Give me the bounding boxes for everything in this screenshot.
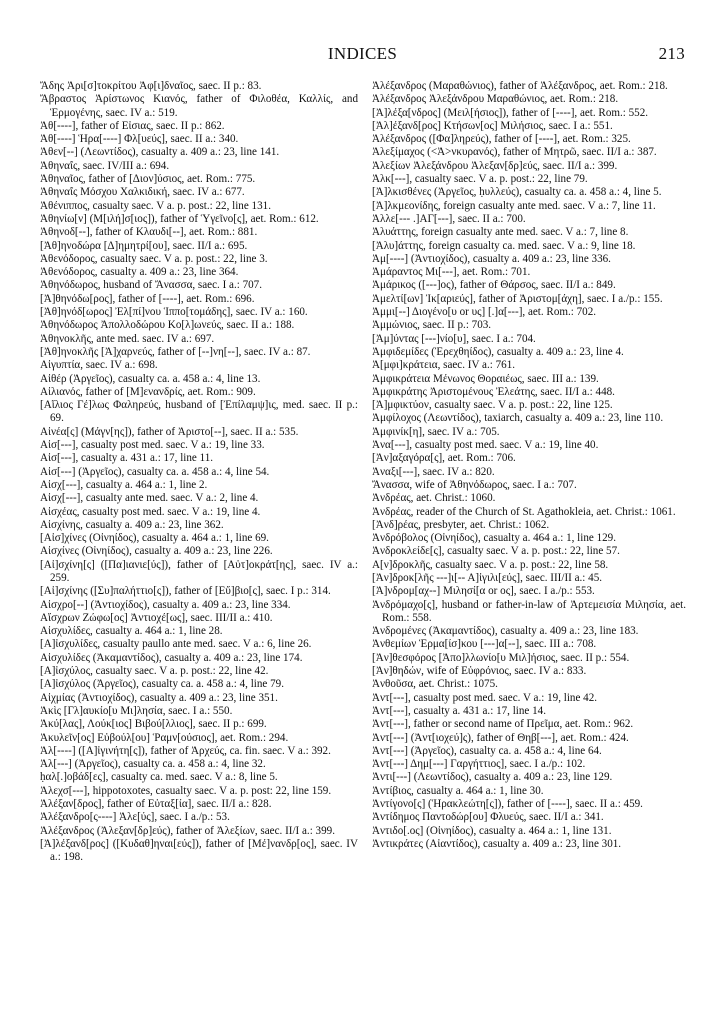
index-entry: Ἀθηνόδωρος Ἀπολλοδώρου Κο[λ]ωνεύς, saec. II a.: 188. bbox=[40, 319, 295, 332]
index-entry: Ἀλεχσ[---], hippotoxotes, casualty saec. V a. p. post: 22, line 159. bbox=[40, 784, 332, 797]
index-entry: Ἀλέξανδρο[ς----] Ἀλε[ύς], saec. I a./p.: 53. bbox=[40, 811, 230, 824]
index-entry: [Α]ἰσχύλος, casualty saec. V a. p. post.: 22, line 42. bbox=[40, 665, 269, 678]
index-entry: Ἀμφικράτης Ἀριστομένους Ἐλεάτης, saec. II/I a.: 448. bbox=[372, 385, 615, 398]
index-entry: [Α]ἰσχυλίδες, casualty paullo ante med. saec. V a.: 6, line 26. bbox=[40, 638, 312, 651]
index-entry: Ἀλ[----] ([Α]ἰγινήτη[ς]), father of Ἀρχεύς, ca. fin. saec. V a.: 392. bbox=[40, 744, 331, 757]
index-entry: [Αἰ]σχίνης ([Συ]παλήττιο[ς]), father of [Εὔ]βιο[ς], saec. I p.: 314. bbox=[40, 585, 331, 598]
page-header bbox=[0, 44, 725, 66]
index-entry: Ἀλλε[--- .]ΑΓ[---], saec. II a.: 700. bbox=[372, 212, 526, 225]
index-entry: Ἀνθεμίων Ἑρμα[ίσ]κου [---]α[--], saec. III a.: 708. bbox=[372, 638, 597, 651]
index-entry: Ἀθηναΐς Μόσχου Χαλκιδική, saec. IV a.: 677. bbox=[40, 186, 245, 199]
left-index-column bbox=[40, 80, 358, 865]
index-entry: Αἰσχ[---], casualty ante med. saec. V a.: 2, line 4. bbox=[40, 492, 259, 505]
index-entry: Ἄνασσα, wife of Ἀθηνόδωρος, saec. I a.: 707. bbox=[372, 478, 577, 491]
index-entry: [Αἰ]σχίνη[ς] ([Πα]ιανιε[ύς]), father of [Αὐτ]οκράτ[ης], saec. IV a.: 259. bbox=[40, 558, 358, 584]
index-entry: Αἰλιανός, father of [Μ]ενανδρίς, aet. Rom.: 909. bbox=[40, 385, 256, 398]
index-entry: Αἰσ[---] (Ἀργεῖος), casualty ca. a. 458 a.: 4, line 54. bbox=[40, 465, 270, 478]
index-entry: Ἀθένιππος, casualty saec. V a. p. post.: 22, line 131. bbox=[40, 199, 271, 212]
index-entry: Ἀλεξίμαχος (<Ἀ>νκυρανός), father of Μητρῶ, saec. II/I a.: 387. bbox=[372, 146, 657, 159]
index-entry: Ἀλεξίων Ἀλεξάνδρου Ἀλεξαν[δρ]εύς, saec. II/I a.: 399. bbox=[372, 159, 618, 172]
index-entry: Ἀντ[---], casualty post med. saec. V a.: 19, line 42. bbox=[372, 691, 598, 704]
index-entry: [Ἀ]λκμεονίδης, foreign casualty ante med. saec. V a.: 7, line 11. bbox=[372, 199, 656, 212]
index-entry: Αἰσχέας, casualty post med. saec. V a.: 19, line 4. bbox=[40, 505, 261, 518]
index-entry: Αἰθέρ (Ἀργεῖος), casualty ca. a. 458 a.: 4, line 13. bbox=[40, 372, 261, 385]
index-entry: Ἀντι[---] (Λεωντίδος), casualty a. 409 a.: 23, line 129. bbox=[372, 771, 613, 784]
index-entry: Ἀλυάττης, foreign casualty ante med. saec. V a.: 7, line 8. bbox=[372, 226, 629, 239]
index-entry: Ἀθηνίω[ν] (Μ[ιλή]σ[ιος]), father of Ὑγεῖνο[ς], aet. Rom.: 612. bbox=[40, 212, 319, 225]
index-entry: Αἰνέα[ς] (Μάγν[ης]), father of Ἀριστο[--], saec. II a.: 535. bbox=[40, 425, 299, 438]
index-entry: Ἀντ[---] Δημ[---] Γαργήττιος], saec. I a./p.: 102. bbox=[372, 758, 586, 771]
index-entry: Ἀμφιδεμίδες (Ἐρεχθηίδος), casualty a. 409 a.: 23, line 4. bbox=[372, 345, 624, 358]
index-entry: [Ἀ]λέξα[νδρος] (Μειλ[ήσιος]), father of [----], aet. Rom.: 552. bbox=[372, 106, 649, 119]
index-entry: Ἀμμι[--] Διογένο[υ or υς] [.]α[---], aet. Rom.: 702. bbox=[372, 306, 597, 319]
index-entry: Ἀθενόδορος, casualty a. 409 a.: 23, line 364. bbox=[40, 266, 239, 279]
index-entry: Ἀμφικράτεια Μένωνος Θοραιέως, saec. III a.: 139. bbox=[372, 372, 599, 385]
index-entry: Αἰσχρο[--] (Ἀντιοχίδος), casualty a. 409 a.: 23, line 334. bbox=[40, 598, 291, 611]
index-entry: Ἀμμώνιος, saec. II p.: 703. bbox=[372, 319, 492, 332]
index-entry: [Α]ἰσχύλος (Ἀργεῖος), casualty ca. a. 458 a.: 4, line 79. bbox=[40, 678, 284, 691]
index-entry: Αἰσχυλίδες, casualty a. 464 a.: 1, line 28. bbox=[40, 625, 223, 638]
index-entry: Α[ν]δροκλῆς, casualty saec. V a. p. post.: 22, line 58. bbox=[372, 558, 609, 571]
index-entry: Αἰγυπτία, saec. IV a.: 698. bbox=[40, 359, 158, 372]
index-entry: Ἀνδρόμαχο[ς], husband or father-in-law of Ἀρτεμεισία Μιλησία, aet. Rom.: 558. bbox=[372, 598, 686, 624]
index-entry: Αἰσχυλίδες (Ἀκαμαντίδος), casualty a. 409 a.: 23, line 174. bbox=[40, 651, 303, 664]
index-entry: Ἀθ[----] Ἡρα[----] Φλ[υεύς], saec. II a.: 340. bbox=[40, 133, 239, 146]
index-entry: Ἀντίγονο[ς] (Ἡρακλεώτη[ς]), father of [----], saec. II a.: 459. bbox=[372, 798, 643, 811]
index-entry: [Αἴλιος Γέ]λως Φαληρεύς, husband of [Ἐπίλαμψ]ις, med. saec. II p.: 69. bbox=[40, 399, 358, 425]
index-entry: [Ἀ]θηνόδω[ρος], father of [----], aet. Rom.: 696. bbox=[40, 292, 255, 305]
index-entry: Ἀνθοῦσα, aet. Christ.: 1075. bbox=[372, 678, 498, 691]
index-entry: Ἀλέξαν[δρος], father of Εὐταξ[ία], saec. II/I a.: 828. bbox=[40, 798, 272, 811]
index-entry: Ἀκύ[λας], Λούκ[ιος] Βιβού[λλιος], saec. II p.: 699. bbox=[40, 718, 267, 731]
index-entry: Ἀθηναΐς, saec. IV/III a.: 694. bbox=[40, 159, 170, 172]
index-entry: Αἰχμίας (Ἀντιοχίδος), casualty a. 409 a.: 23, line 351. bbox=[40, 691, 278, 704]
index-entry: [Ἀθ]ηνοκλῆς [Ἀ]χαρνεύς, father of [--]νη[--], saec. IV a.: 87. bbox=[40, 345, 311, 358]
index-entry: Αἰσ[---], casualty a. 431 a.: 17, line 11. bbox=[40, 452, 214, 465]
index-entry: [Ἀν]δροκ[λῆς ---]ι[-- Α]ἰγιλι[εύς], saec. III/II a.: 45. bbox=[372, 571, 603, 584]
index-entry: Ἀνα[---], casualty post med. saec. V a.: 19, line 40. bbox=[372, 439, 599, 452]
index-entry: Ἀθηνοδ[--], father of Κλαυδι[--], aet. Rom.: 881. bbox=[40, 226, 258, 239]
index-entry: Ἀμφινίκ[η], saec. IV a.: 705. bbox=[372, 425, 500, 438]
index-entry: Αἰσ[---], casualty post med. saec. V a.: 19, line 33. bbox=[40, 439, 265, 452]
index-entry: Ἀκὶς [Γλ]αυκίο[υ Μι]λησία, saec. I a.: 550. bbox=[40, 704, 233, 717]
index-entry: Ἀνδρομένες (Ἀκαμαντίδος), casualty a. 409 a.: 23, line 183. bbox=[372, 625, 639, 638]
index-entry: [Ἀλ]έξανδ[ρος] Κτήσων[ος] Μιλήσιος, saec. I a.: 551. bbox=[372, 119, 613, 132]
index-entry: Ἀντικράτες (Αἰαντίδος), casualty a. 409 a.: 23, line 301. bbox=[372, 837, 622, 850]
index-entry: Ἀντ[---], casualty a. 431 a.: 17, line 14. bbox=[372, 704, 546, 717]
index-entry: Ἀθενόδορος, casualty saec. V a. p. post.: 22, line 3. bbox=[40, 252, 268, 265]
index-entry: Ἀμελτί[ων] Ἰκ[αριεύς], father of Ἀριστομ[άχη], saec. I a./p.: 155. bbox=[372, 292, 663, 305]
running-title: INDICES bbox=[327, 44, 398, 63]
index-entry: Ἀθηναῖος, father of [Διον]ύσιος, aet. Rom.: 775. bbox=[40, 173, 256, 186]
index-entry: Ἀνδροκλείδε[ς], casualty saec. V a. p. post.: 22, line 57. bbox=[372, 545, 620, 558]
index-entry: Αἴσχρων Ζώφω[ος] Ἀντιοχέ[ως], saec. III/II a.: 410. bbox=[40, 611, 273, 624]
index-entry: Ἀλκ[---], casualty saec. V a. p. post.: 22, line 79. bbox=[372, 173, 588, 186]
index-entry: [Ἀνδ]ρέας, presbyter, aet. Christ.: 1062. bbox=[372, 518, 550, 531]
index-entry: Ἀθηνόδωρος, husband of Ἄνασσα, saec. I a.: 707. bbox=[40, 279, 262, 292]
index-entry: Ἀμάραντος Μι[---], aet. Rom.: 701. bbox=[372, 266, 531, 279]
index-entry: [Ἀθ]ηνόδ[ωρος] Ἐλ[πί]νου Ἱππο[τομάδης], saec. IV a.: 160. bbox=[40, 306, 308, 319]
index-entry: Ἀμ[----] (Ἀντιοχίδος), casualty a. 409 a.: 23, line 336. bbox=[372, 252, 611, 265]
index-entry: Ἀντίβιος, casualty a. 464 a.: 1, line 30. bbox=[372, 784, 544, 797]
index-entry: Ἀλ[---] (Ἀργεῖος), casualty ca. a. 458 a.: 4, line 32. bbox=[40, 758, 266, 771]
index-entry: [Αἰσ]χίνες (Οἰνηίδος), casualty a. 464 a.: 1, line 69. bbox=[40, 532, 269, 545]
index-entry: Ἀθ[----], father of Εἰσιας, saec. II p.: 862. bbox=[40, 119, 225, 132]
index-entry: Ἀνδρόβολος (Οἰνηίδος), casualty a. 464 a.: 1, line 129. bbox=[372, 532, 616, 545]
index-entry: [Ἀν]θεσφόρος [Ἀπο]λλωνίο[υ Μιλ]ήσιος, saec. II p.: 554. bbox=[372, 651, 630, 664]
index-entry: Ἀλέξανδρος ([Φα]ληρεύς), father of [----], aet. Rom.: 325. bbox=[372, 133, 631, 146]
index-entry: Ἀμάρικος ([---]ος), father of Θάρσος, saec. II/I a.: 849. bbox=[372, 279, 616, 292]
index-entry: [Ἀ]λκισθένες (Ἀργεῖος, ḥυλλεύς), casualty ca. a. 458 a.: 4, line 5. bbox=[372, 186, 662, 199]
index-entry: Ἀναξι[---], saec. IV a.: 820. bbox=[372, 465, 495, 478]
index-entry: [Ἀλυ]άττης, foreign casualty ca. med. saec. V a.: 9, line 18. bbox=[372, 239, 636, 252]
index-entry: [Ἀ]νδρομ[αχ--] Μιλησί[α or ος], saec. I a./p.: 553. bbox=[372, 585, 595, 598]
index-entry: Ἀκυλεῖν[ος] Εὐβούλ[ου] Ῥαμν[ούσιος], aet. Rom.: 294. bbox=[40, 731, 289, 744]
index-entry: [Ἀν]αξαγόρα[ς], aet. Rom.: 706. bbox=[372, 452, 516, 465]
index-entry: [Ἀν]θηδών, wife of Εὐφρόνιος, saec. IV a.: 833. bbox=[372, 665, 587, 678]
index-entry: Ἀθηνοκλῆς, ante med. saec. IV a.: 697. bbox=[40, 332, 215, 345]
index-entry: ḥαλ[.]οβάδ[ες], casualty ca. med. saec. V a.: 8, line 5. bbox=[40, 771, 278, 784]
index-entry: Ἀντίδημος Παντοδώρ[ου] Φλυεύς, saec. II/I a.: 341. bbox=[372, 811, 604, 824]
index-entry: [Ἀμ]ύντας [---]νίο[υ], saec. I a.: 704. bbox=[372, 332, 536, 345]
index-entry: Ἀντ[---] (Ἀργεῖος), casualty ca. a. 458 a.: 4, line 64. bbox=[372, 744, 602, 757]
index-entry: [Ἀ]λέξανδ[ρος] ([Κυδαθ]ηναι[εύς]), father of [Μέ]νανδρ[ος], saec. IV a.: 198. bbox=[40, 837, 358, 864]
index-entry: [Ἀθ]ηνοδώρα [Δ]ημητρί[ου], saec. II/I a.: 695. bbox=[40, 239, 248, 252]
index-entry: Ἀλέξανδρος (Μαραθώνιος), father of Ἀλέξανδρος, aet. Rom.: 218. bbox=[372, 80, 668, 92]
index-entry: Ἀντ[---] (Ἀντ[ιοχεύ]ς), father of Θηβ[---], aet. Rom.: 424. bbox=[372, 731, 629, 744]
index-entry: Ἀθεν[--] (Λεωντίδος), casualty a. 409 a.: 23, line 141. bbox=[40, 146, 280, 159]
index-entry: [Ἀ]μφικτύον, casualty saec. V a. p. post.: 22, line 125. bbox=[372, 399, 613, 412]
page-number: 213 bbox=[658, 44, 685, 63]
index-entry: Ἀ[μφι]κράτεια, saec. IV a.: 761. bbox=[372, 359, 516, 372]
index-entry: Αἰσχίνης, casualty a. 409 a.: 23, line 362. bbox=[40, 518, 224, 531]
index-entry: Ἀντ[---], father or second name of Πρεῖμα, aet. Rom.: 962. bbox=[372, 718, 634, 731]
right-index-column bbox=[372, 80, 686, 851]
index-entry: Ἀνδρέας, reader of the Church of St. Agathokleia, aet. Christ.: 1061. bbox=[372, 505, 676, 518]
index-entry: Ἀλέξανδρος (Ἀλεξαν[δρ]εύς), father of Ἀλεξίων, saec. II/I a.: 399. bbox=[40, 824, 335, 837]
index-entry: Ἄβραστος Ἀρίστωνος Κιανός, father of Φιλοθέα, Καλλίς, and Ἑρμογένης, saec. IV a.: 519. bbox=[40, 93, 358, 119]
index-entry: Αἰσχίνες (Οἰνηίδος), casualty a. 409 a.: 23, line 226. bbox=[40, 545, 273, 558]
index-entry: Αἰσχ[---], casualty a. 464 a.: 1, line 2. bbox=[40, 478, 208, 491]
index-entry: Ἀνδρέας, aet. Christ.: 1060. bbox=[372, 492, 496, 505]
index-entry: Ἀλέξανδρος Ἀλεξάνδρου Μαραθώνιος, aet. Rom.: 218. bbox=[372, 93, 619, 106]
index-entry: Ἄδης Ἀρι[σ]τοκρίτου Ἀφ[ι]δναῖος, saec. II p.: 83. bbox=[40, 80, 262, 92]
index-entry: Ἀντιδο[.ος] (Οἰνηίδος), casualty a. 464 a.: 1, line 131. bbox=[372, 824, 612, 837]
index-entry: Ἀμφίλοχος (Λεωντίδος), taxiarch, casualty a. 409 a.: 23, line 110. bbox=[372, 412, 664, 425]
